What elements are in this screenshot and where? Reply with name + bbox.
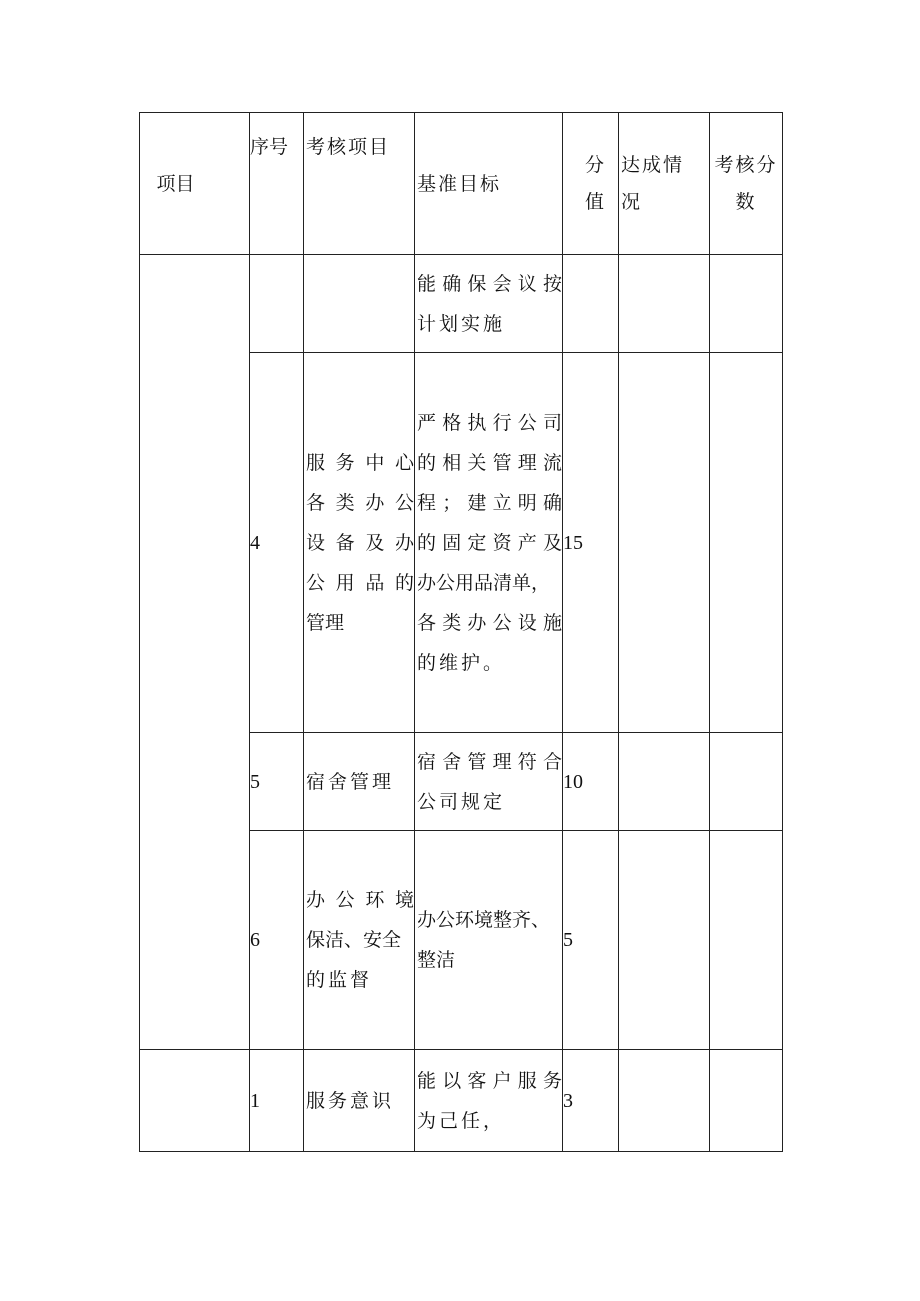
row-status (619, 831, 710, 1050)
row-result (710, 1050, 783, 1152)
header-result: 考核分 数 (710, 113, 783, 255)
row-result (710, 353, 783, 733)
row-result (710, 733, 783, 831)
row-status (619, 255, 710, 353)
row-target: 办公环境整齐、 整洁 (415, 831, 563, 1050)
project-cell (140, 1050, 250, 1152)
header-row (140, 113, 783, 255)
assessment-table (139, 112, 783, 1152)
row-score: 3 (563, 1050, 619, 1152)
table-row (140, 1050, 783, 1152)
row-item: 办公环境 保洁、安全 的监督 (304, 831, 415, 1050)
row-status (619, 733, 710, 831)
row-no: 4 (250, 353, 304, 733)
row-score: 10 (563, 733, 619, 831)
row-no: 6 (250, 831, 304, 1050)
table-row (140, 255, 783, 353)
row-no: 1 (250, 1050, 304, 1152)
row-score: 15 (563, 353, 619, 733)
row-status (619, 1050, 710, 1152)
header-status: 达成情 况 (619, 113, 710, 255)
row-no (250, 255, 304, 353)
row-result (710, 255, 783, 353)
row-target: 能确保会议按 计划实施 (415, 255, 563, 353)
row-result (710, 831, 783, 1050)
row-no: 5 (250, 733, 304, 831)
row-target: 严格执行公司 的相关管理流 程；建立明确 的固定资产及 办公用品清单， 各类办公设施 的维护。 (415, 353, 563, 733)
row-item (304, 255, 415, 353)
header-project: 项目 (140, 113, 250, 255)
header-score: 分 值 (563, 113, 619, 255)
project-cell (140, 255, 250, 1050)
row-item: 宿舍管理 (304, 733, 415, 831)
row-target: 能以客户服务 为己任， (415, 1050, 563, 1152)
row-item: 服务中心 各类办公 设备及办 公用品的 管理 (304, 353, 415, 733)
row-score (563, 255, 619, 353)
row-score: 5 (563, 831, 619, 1050)
header-target: 基准目标 (415, 113, 563, 255)
header-item: 考核项目 (304, 113, 415, 255)
row-item: 服务意识 (304, 1050, 415, 1152)
row-status (619, 353, 710, 733)
header-no: 序号 (250, 113, 304, 255)
row-target: 宿舍管理符合 公司规定 (415, 733, 563, 831)
